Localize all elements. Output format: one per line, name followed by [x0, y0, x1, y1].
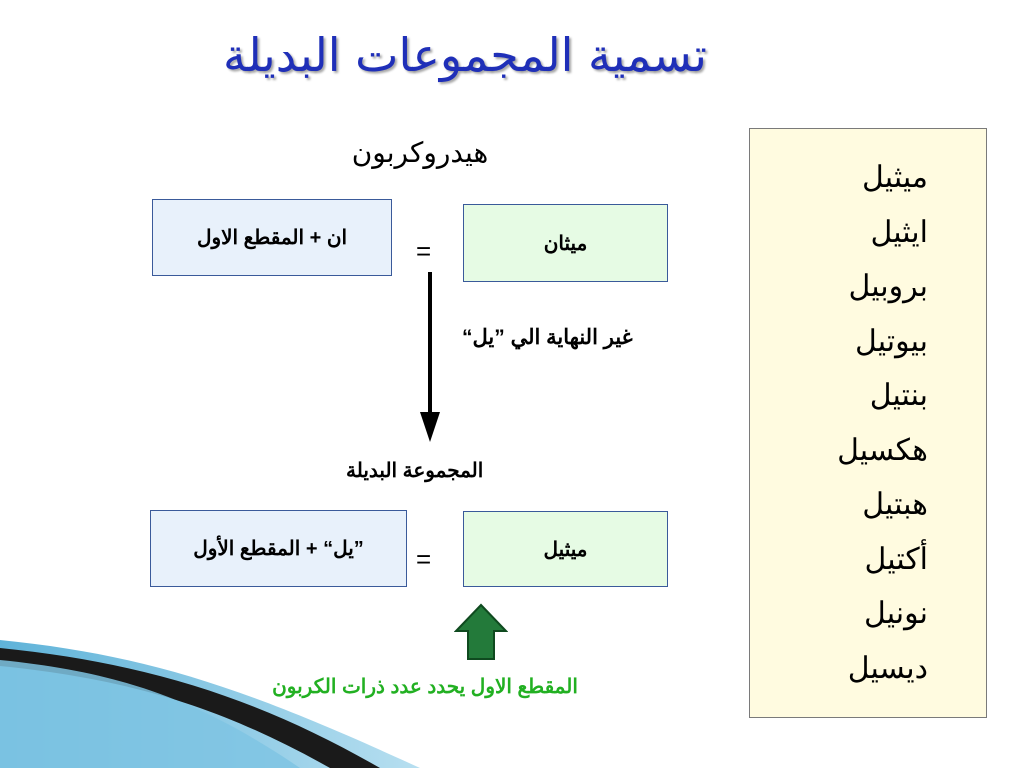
- list-item: بروبيل: [848, 269, 928, 304]
- substituent-name-text: ميثيل: [543, 538, 588, 561]
- carbon-count-note: المقطع الاول يحدد عدد ذرات الكربون: [272, 676, 578, 698]
- list-item: بيوتيل: [854, 323, 928, 359]
- list-item: نونيل: [864, 596, 928, 631]
- list-item: ديسيل: [847, 650, 928, 686]
- alkane-formula-text: ان + المقطع الاول: [196, 227, 348, 249]
- alkane-formula-box: [152, 199, 392, 276]
- alkane-name-box: [463, 204, 668, 282]
- list-item: ميثيل: [862, 160, 928, 195]
- substituent-label: المجموعة البديلة: [346, 460, 484, 482]
- equals-sign-top: =: [416, 236, 432, 266]
- substituent-formula-text: ”يل“ + المقطع الأول: [193, 538, 364, 560]
- hydrocarbon-label: هيدروكربون: [351, 136, 489, 169]
- alkyl-names-panel: [749, 128, 987, 718]
- arrow-note: غير النهاية الي ”يل“: [462, 326, 633, 349]
- list-item: هبتيل: [862, 487, 928, 522]
- equals-sign-bottom: =: [416, 544, 432, 574]
- list-item: هكسيل: [837, 432, 928, 468]
- alkyl-names-list: [837, 151, 928, 696]
- list-item: أكتيل: [864, 541, 928, 577]
- down-arrow-icon: [418, 272, 442, 444]
- substituent-name-box: [463, 511, 668, 587]
- up-arrow-icon: [454, 603, 508, 661]
- alkane-name-text: ميثان: [543, 232, 588, 255]
- list-item: ايثيل: [870, 214, 928, 250]
- page-title: تسمية المجموعات البديلة: [223, 28, 707, 82]
- substituent-formula-box: [150, 510, 407, 587]
- list-item: بنتيل: [869, 378, 928, 413]
